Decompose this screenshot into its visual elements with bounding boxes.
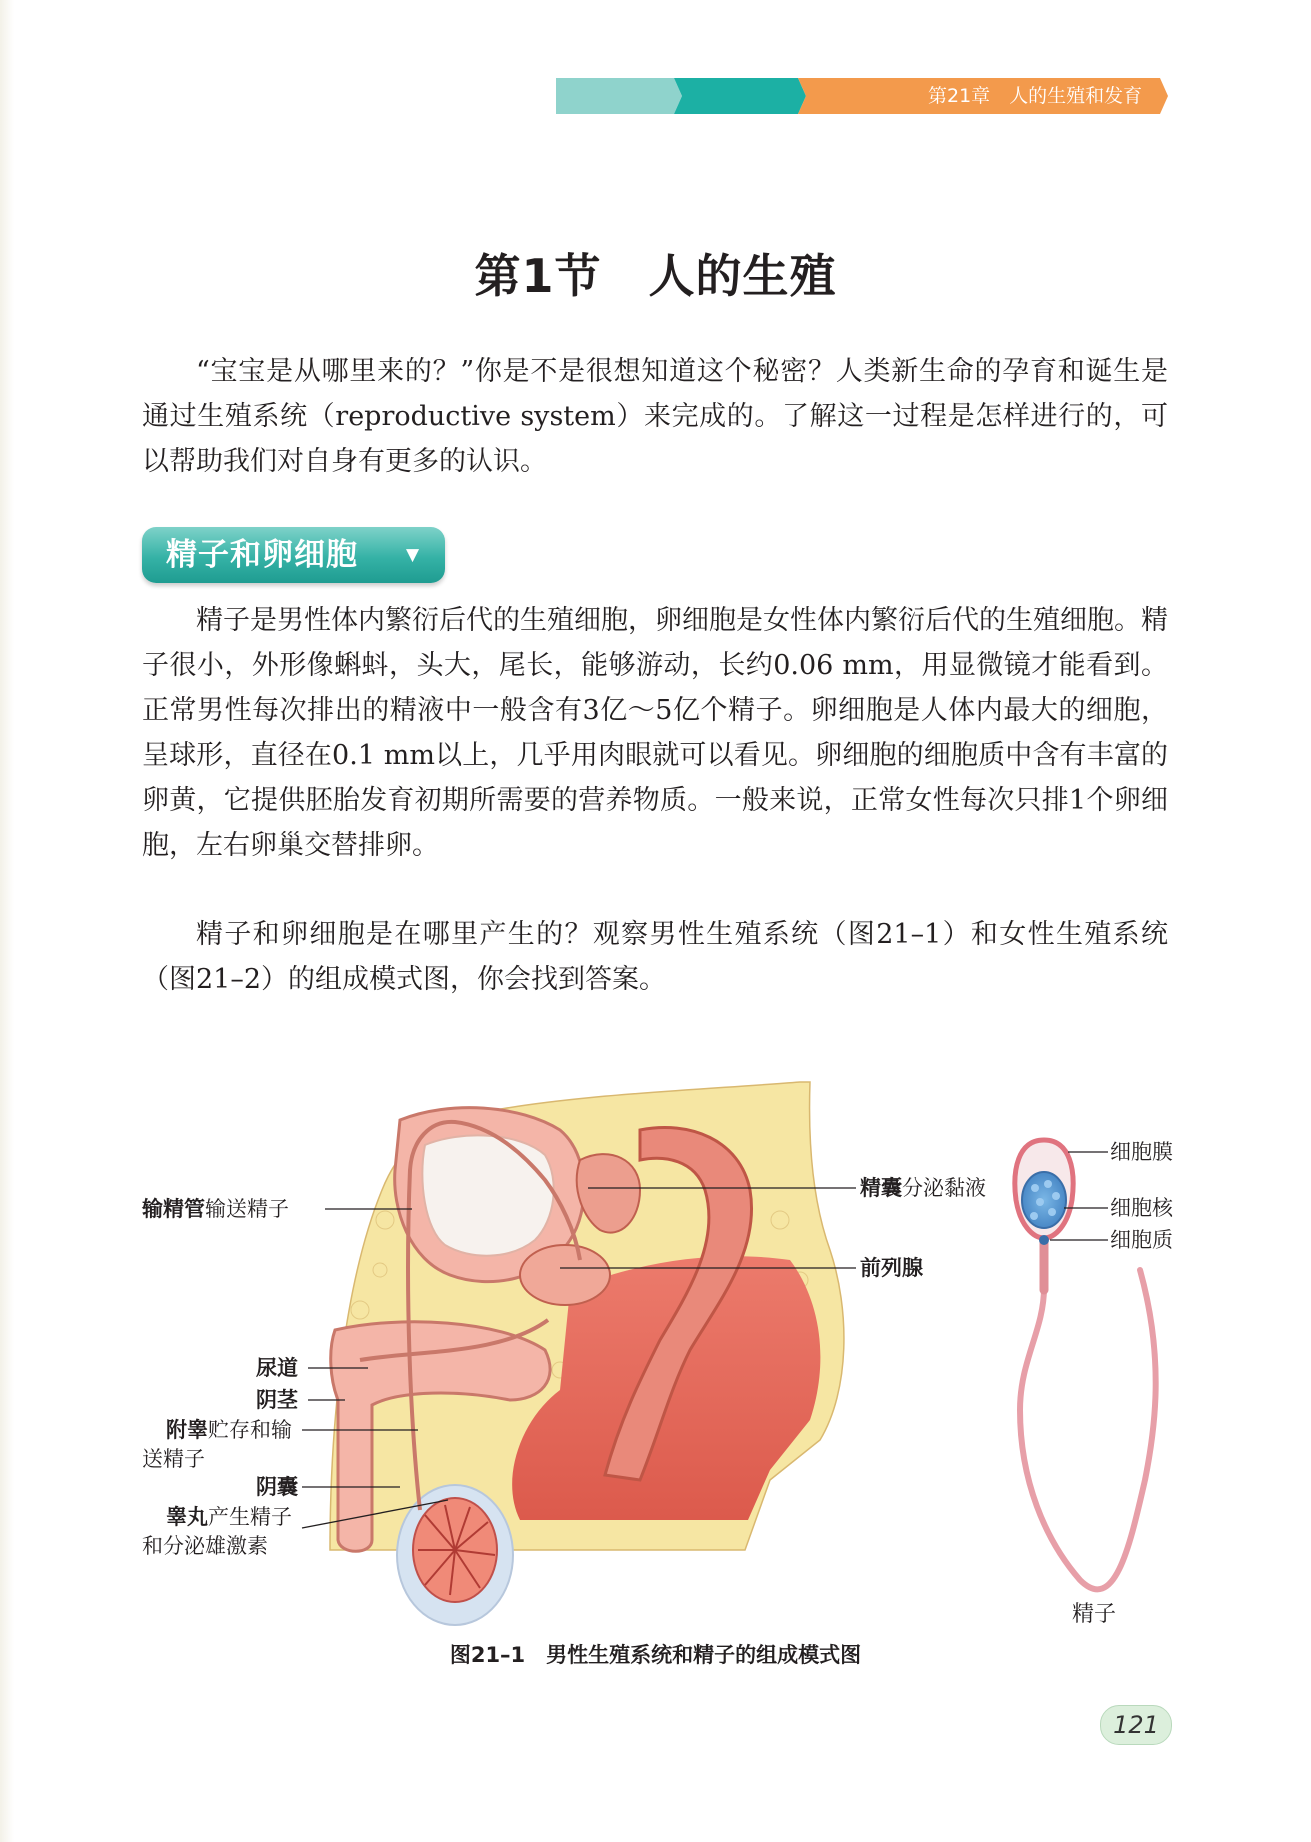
chapter-banner: [556, 78, 1168, 114]
intro-paragraph: “宝宝是从哪里来的？”你是不是很想知道这个秘密？人类新生命的孕育和诞生是通过生殖系统（reproductive system）来完成的。了解这一过程是怎样进行的，可以帮助我们对自身有更多的认识。: [142, 356, 1168, 477]
prostate: [520, 1245, 610, 1305]
subsection-heading: [142, 527, 445, 583]
label-urethra: 尿道: [256, 1356, 298, 1380]
label-prostate: 前列腺: [860, 1256, 923, 1280]
chapter-title: 第21章 人的生殖和发育: [928, 85, 1143, 107]
label-testis: 睾丸产生精子: [166, 1505, 292, 1529]
label-cell-membrane: 细胞膜: [1110, 1140, 1173, 1164]
sperm-centriole: [1039, 1235, 1049, 1245]
section-title: 第1节 人的生殖: [474, 249, 837, 303]
label-vas-deferens: 输精管输送精子: [142, 1197, 289, 1221]
bladder-interior: [422, 1135, 553, 1255]
body-paragraph-2: 精子和卵细胞是在哪里产生的？观察男性生殖系统（图21–1）和女性生殖系统（图21–2）的组成模式图，你会找到答案。: [142, 919, 1168, 995]
banner-segment-light: [556, 78, 682, 114]
sperm-tail: [1020, 1270, 1156, 1589]
label-cytoplasm: 细胞质: [1110, 1228, 1173, 1252]
label-epididymis-line2: 送精子: [142, 1447, 205, 1471]
banner-segment-teal: [674, 78, 806, 114]
label-epididymis: 附睾贮存和输: [166, 1418, 292, 1442]
subsection-title: 精子和卵细胞: [166, 537, 358, 573]
sperm-nucleus: [1022, 1172, 1066, 1228]
label-cell-nucleus: 细胞核: [1110, 1196, 1173, 1220]
label-seminal-vesicle: 精囊分泌黏液: [860, 1176, 986, 1200]
label-testis-line2: 和分泌雄激素: [142, 1534, 268, 1558]
label-penis: 阴茎: [256, 1388, 298, 1412]
figure-21-1: [0, 1060, 1311, 1660]
label-scrotum: 阴囊: [256, 1475, 298, 1499]
sperm-caption: 精子: [1072, 1602, 1117, 1627]
triangle-down-icon: ▼: [406, 545, 420, 565]
body-paragraph-1: 精子是男性体内繁衍后代的生殖细胞，卵细胞是女性体内繁衍后代的生殖细胞。精子很小，外形像蝌蚪，头大，尾长，能够游动，长约0.06 mm，用显微镜才能看到。正常男性每次排出的精液中一般含有3亿～5亿个精子。卵细胞是人体内最大的细胞，呈球形，直径在0.1 mm以上，几乎用肉眼就可以看见。卵细胞的细胞质中含有丰富的卵黄，它提供胚胎发育初期所需要的营养物质。一般来说，正常女性每次只排1个卵细胞，左右卵巢交替排卵。: [142, 605, 1168, 861]
figure-caption: 图21–1 男性生殖系统和精子的组成模式图: [449, 1643, 862, 1667]
page-number: 121: [1100, 1705, 1172, 1745]
